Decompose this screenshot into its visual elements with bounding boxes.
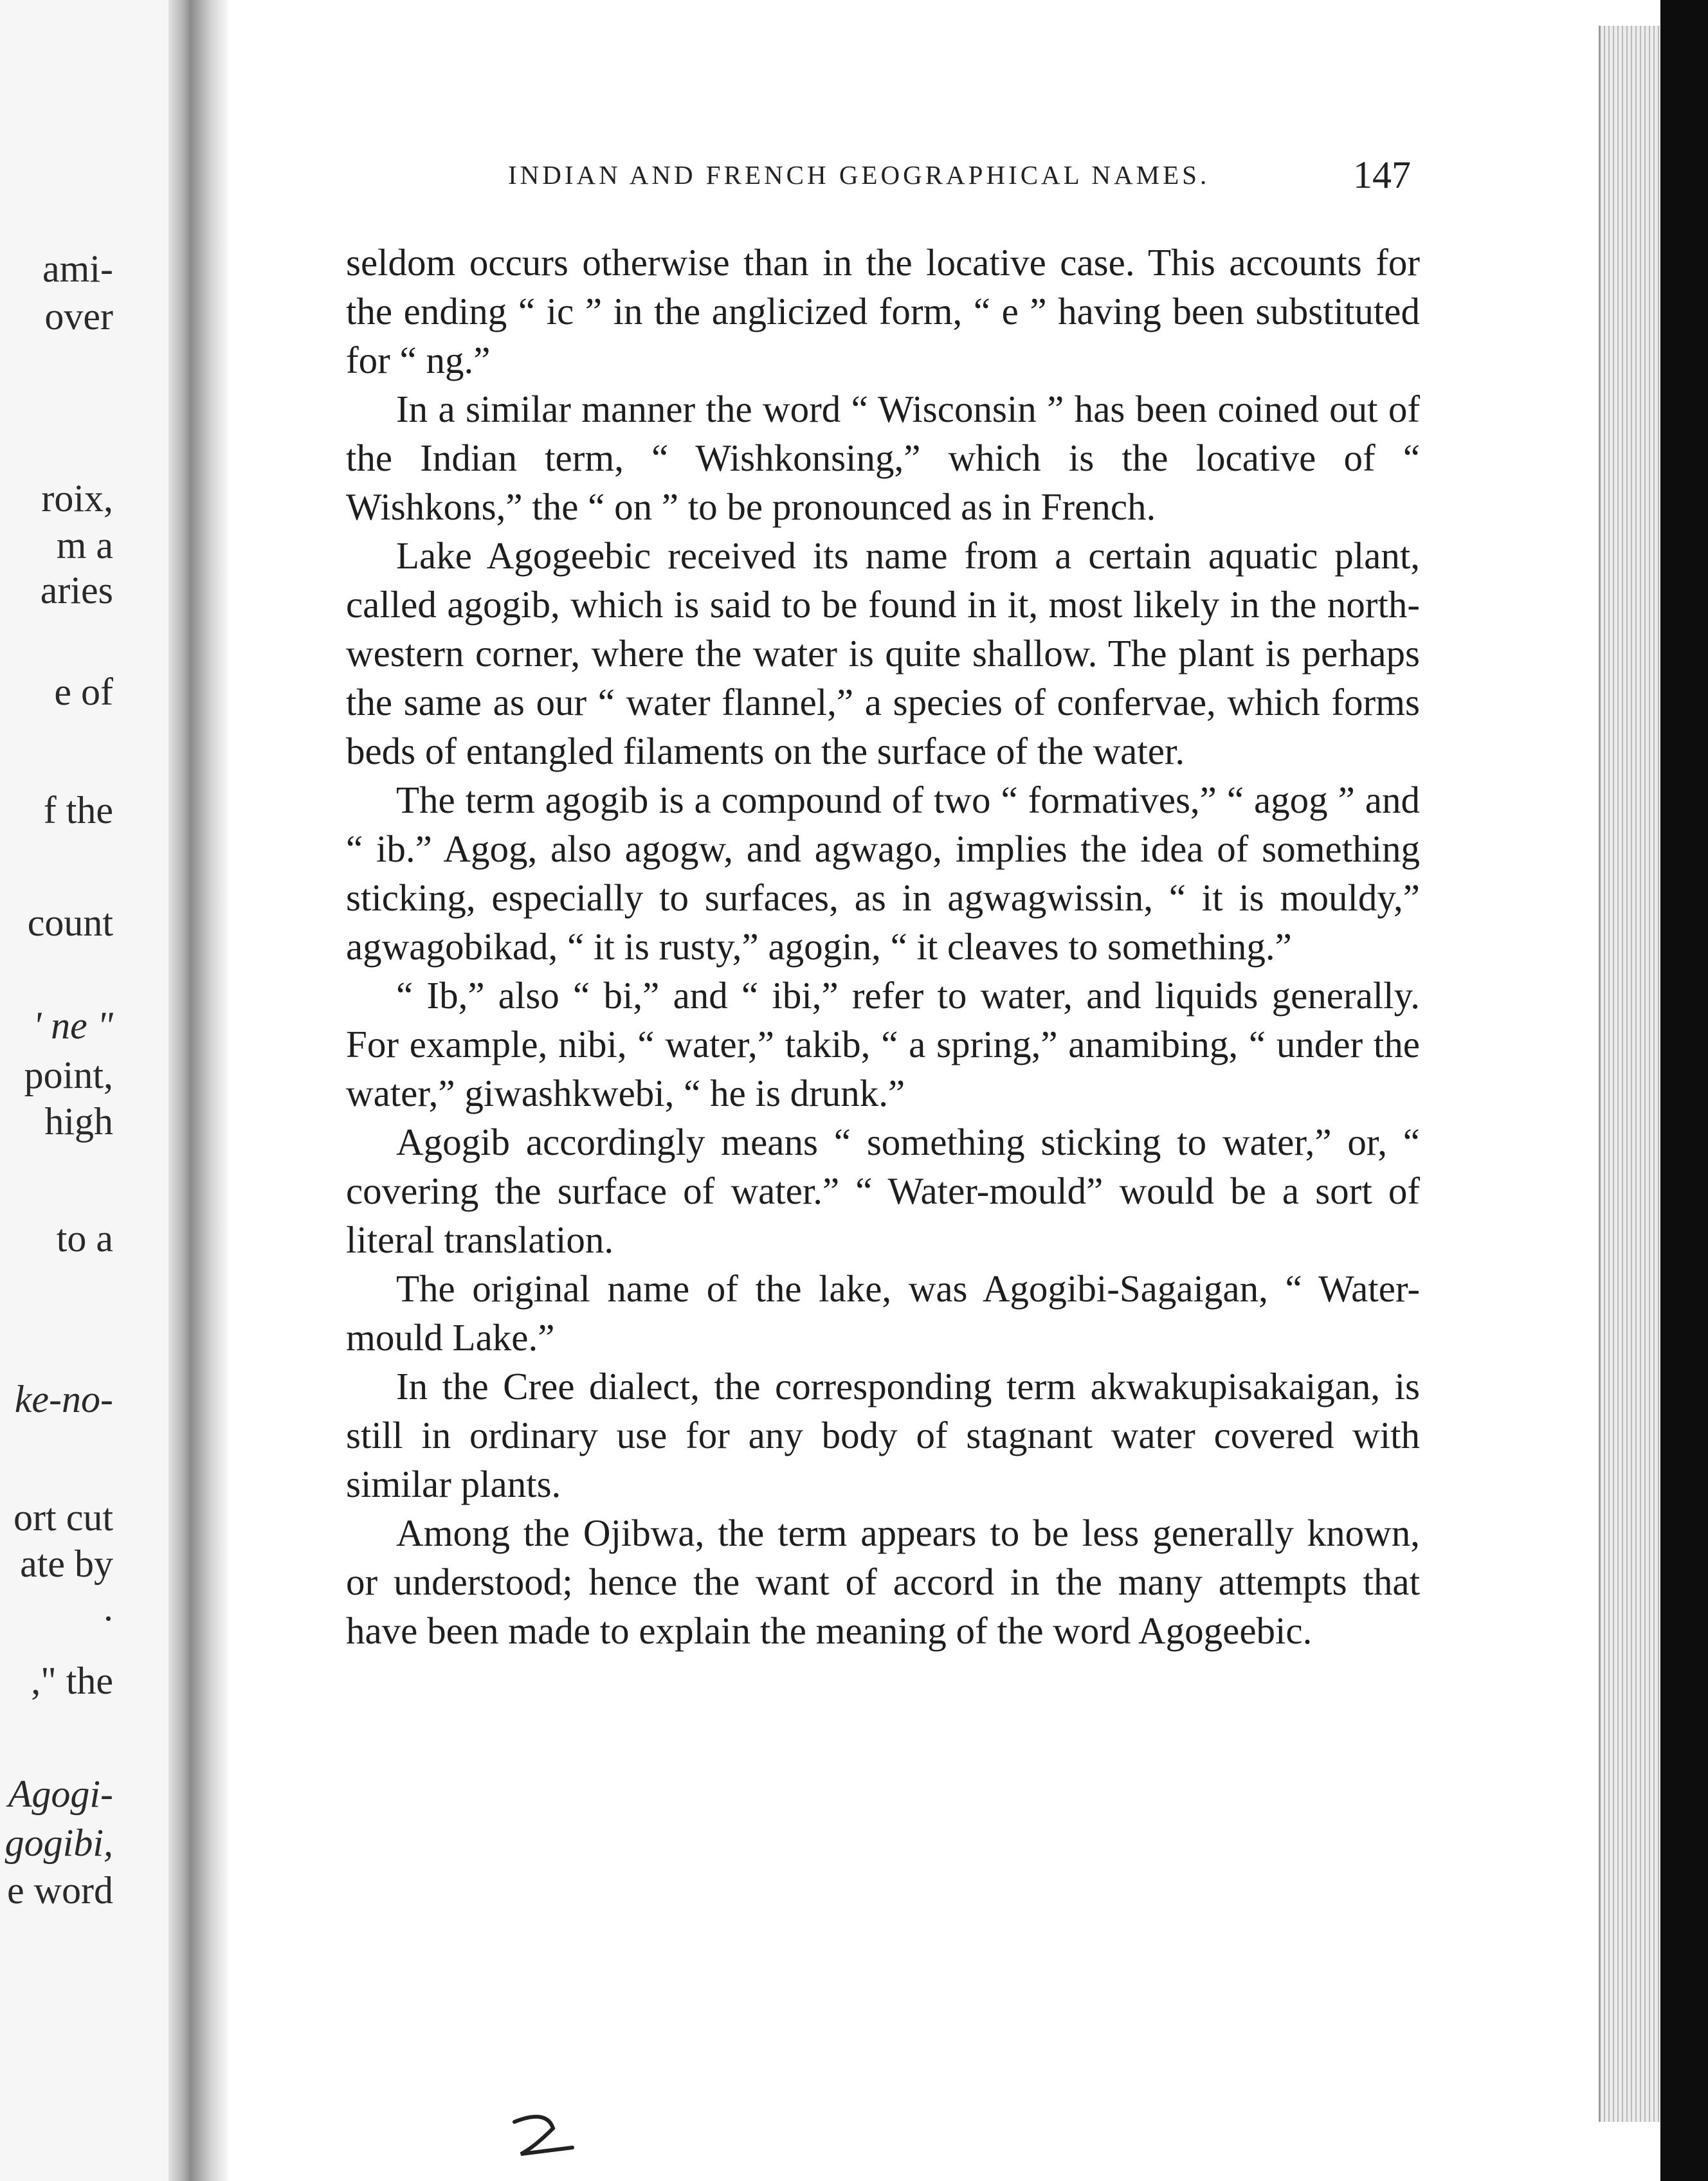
facing-page-line: point, [24, 1054, 113, 1096]
running-head: INDIAN AND FRENCH GEOGRAPHICAL NAMES. [508, 160, 1210, 190]
facing-page-line: count [27, 901, 113, 944]
page-number: 147 [1353, 154, 1411, 196]
paragraph: seldom occurs otherwise than in the locative case. This accounts for the ending “ ic ” in the anglicized form, “ e ” having been substituted for “ ng.” [346, 241, 1420, 381]
facing-page-line: f the [43, 789, 113, 831]
facing-page-curl-shadow [168, 0, 190, 2181]
paragraph: “ Ib,” also “ bi,” and “ ibi,” refer to water, and liquids generally. For example, nibi, “ water,” takib, “ a spring,” anamibing, “ under the water,” giwashkwebi, “ he is drunk.” [346, 974, 1420, 1114]
facing-page-line: ami- [42, 248, 113, 290]
paragraph: The original name of the lake, was Agogibi-Sagaigan, “ Water-mould Lake.” [346, 1267, 1420, 1359]
paragraph: In a similar manner the word “ Wisconsin ” has been coined out of the Indian term, “ Wishkonsing,” which is the locative of “ Wishkons,” the “ on ” to be pronounced as in French. [346, 388, 1420, 528]
book-gutter [190, 0, 229, 2181]
paragraph: Among the Ojibwa, the term appears to be less generally known, or understood; hence the want of accord in the many attempts that have been made to explain the meaning of the word Agogeebic. [346, 1512, 1420, 1652]
facing-page-line: to a [56, 1217, 113, 1260]
facing-page-line: gogibi, [5, 1822, 113, 1864]
facing-page-line: ," the [31, 1660, 113, 1702]
pencil-mark [508, 2109, 585, 2160]
facing-page-line: high [44, 1100, 113, 1143]
facing-page-line: ort cut [14, 1496, 113, 1539]
facing-page-line: m a [56, 524, 113, 566]
paragraph: Lake Agogeebic received its name from a certain aquatic plant, called agogib, which is said to be found in it, most likely in the north-western corner, where the water is quite shallow. The plant is perhaps the same as our “ water flannel,” a species of confervae, which forms beds of entangled filaments on the surface of the water. [346, 534, 1420, 772]
facing-page-line: e word [7, 1869, 113, 1912]
scan-border [1660, 0, 1708, 2181]
page-edges [1599, 26, 1662, 2122]
facing-page-line: e of [54, 671, 113, 713]
facing-page [0, 0, 190, 2181]
facing-page-line: over [44, 295, 113, 338]
paragraph: The term agogib is a compound of two “ formatives,” “ agog ” and “ ib.” Agog, also agogw, and agwago, implies the idea of something sticking, especially to surfaces, as in agwagwissin, “ it is mouldy,” agwagobikad, “ it is rusty,” agogin, “ it cleaves to something.” [346, 779, 1420, 968]
facing-page-line: . [104, 1586, 113, 1629]
facing-page-line: Agogi- [8, 1773, 113, 1815]
page-body [346, 238, 1420, 1655]
facing-page-line: ke-no- [14, 1378, 113, 1420]
paragraph: In the Cree dialect, the corresponding term akwakupisakaigan, is still in ordinary use for any body of stagnant water covered with similar plants. [346, 1365, 1420, 1505]
facing-page-line: ate by [20, 1543, 113, 1585]
facing-page-line: ' ne " [33, 1004, 113, 1047]
facing-page-line: aries [40, 569, 113, 611]
paragraph: Agogib accordingly means “ something sticking to water,” or, “ covering the surface of water.” “ Water-mould” would be a sort of literal translation. [346, 1121, 1420, 1261]
facing-page-line: roix, [41, 477, 113, 520]
